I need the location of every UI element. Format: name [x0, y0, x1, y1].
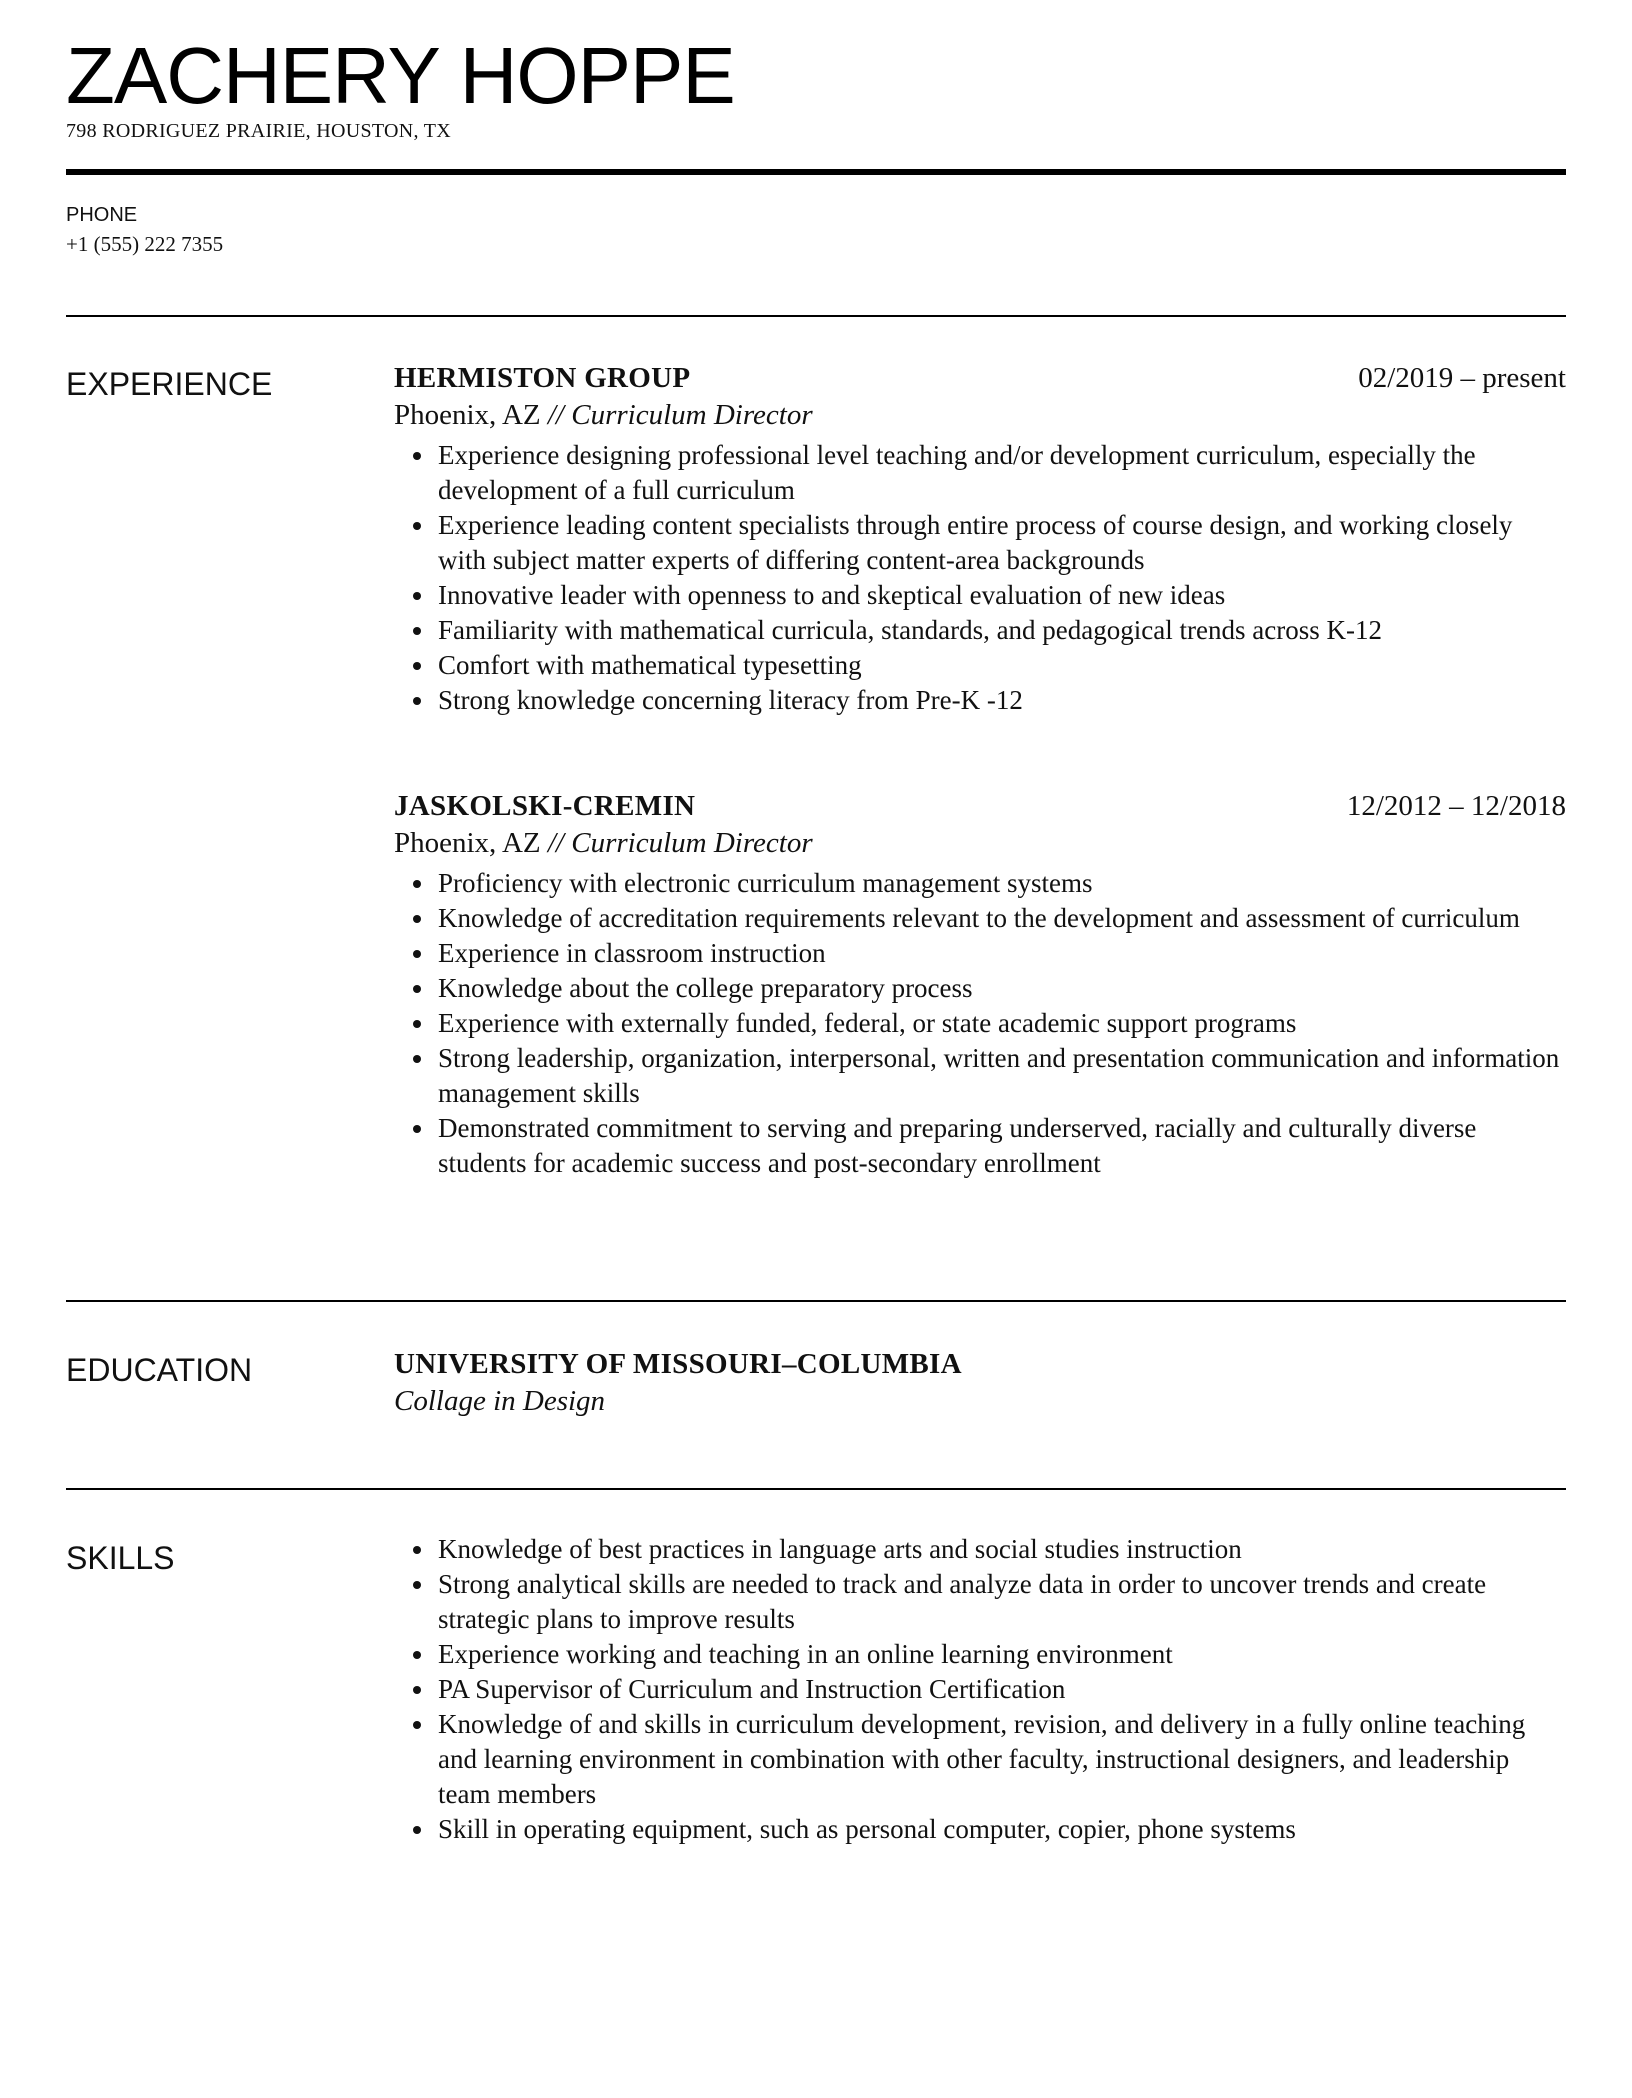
job-subtitle — [394, 399, 1566, 432]
job-role: Curriculum Director — [571, 827, 813, 859]
job-separator: // — [540, 827, 572, 859]
degree — [394, 1385, 1566, 1418]
list-item: • Experience working and teaching in an online learning environment — [436, 1637, 1566, 1672]
list-item: • Innovative leader with openness to and skeptical evaluation of new ideas — [436, 578, 1566, 613]
education-entry — [394, 1348, 1566, 1418]
list-item: • Proficiency with electronic curriculum management systems — [436, 866, 1566, 901]
job-location: Phoenix, AZ — [394, 827, 541, 859]
company-name: HERMISTON GROUP — [394, 362, 691, 394]
job-entry — [394, 790, 1566, 1181]
job-subtitle — [394, 827, 1566, 860]
company-name: JASKOLSKI-CREMIN — [394, 790, 696, 822]
list-item: • Strong leadership, organization, interpersonal, written and presentation communication and information management skills — [436, 1041, 1566, 1111]
experience-section-title: EXPERIENCE — [66, 366, 273, 402]
education-divider — [66, 1488, 1566, 1490]
skills-list — [394, 1532, 1566, 1847]
experience-divider — [66, 1300, 1566, 1302]
list-item: • Experience leading content specialists through entire process of course design, and working closely with subject matter experts of differing content-area backgrounds — [436, 508, 1566, 578]
job-bullets — [394, 438, 1566, 718]
candidate-address: 798 RODRIGUEZ PRAIRIE, HOUSTON, TX — [66, 120, 452, 142]
job-location: Phoenix, AZ — [394, 399, 541, 431]
phone-label: PHONE — [66, 204, 138, 226]
list-item: • Strong analytical skills are needed to track and analyze data in order to uncover trends and create strategic plans to improve results — [436, 1567, 1566, 1637]
degree-name: Collage in Design — [394, 1385, 606, 1417]
header-divider — [66, 169, 1566, 175]
list-item: • PA Supervisor of Curriculum and Instruction Certification — [436, 1672, 1566, 1707]
job-bullets — [394, 866, 1566, 1181]
job-dates: 02/2019 – present — [1358, 362, 1566, 394]
education-section-title: EDUCATION — [66, 1352, 253, 1388]
skills-entry — [394, 1532, 1566, 1847]
list-item: • Demonstrated commitment to serving and preparing underserved, racially and culturally diverse students for academic success and post-secondary enrollment — [436, 1111, 1566, 1181]
job-header — [394, 362, 1566, 395]
list-item: • Experience designing professional level teaching and/or development curriculum, especially the development of a full curriculum — [436, 438, 1566, 508]
contact-divider — [66, 315, 1566, 317]
job-dates: 12/2012 – 12/2018 — [1346, 790, 1566, 822]
list-item: • Knowledge of and skills in curriculum development, revision, and delivery in a fully online teaching and learning environment in combination with other faculty, instructional designers, and leadership team members — [436, 1707, 1566, 1812]
job-header — [394, 790, 1566, 823]
list-item: • Knowledge about the college preparatory process — [436, 971, 1566, 1006]
list-item: • Knowledge of accreditation requirements relevant to the development and assessment of curriculum — [436, 901, 1566, 936]
job-role: Curriculum Director — [571, 399, 813, 431]
candidate-name: ZACHERY HOPPE — [66, 31, 735, 120]
list-item: • Familiarity with mathematical curricula, standards, and pedagogical trends across K-12 — [436, 613, 1566, 648]
school-name: UNIVERSITY OF MISSOURI–COLUMBIA — [394, 1348, 962, 1380]
skills-section-title: SKILLS — [66, 1540, 175, 1576]
list-item: • Experience with externally funded, federal, or state academic support programs — [436, 1006, 1566, 1041]
job-separator: // — [540, 399, 572, 431]
phone-number: +1 (555) 222 7355 — [66, 232, 224, 256]
list-item: • Skill in operating equipment, such as personal computer, copier, phone systems — [436, 1812, 1566, 1847]
job-entry — [394, 362, 1566, 718]
list-item: • Experience in classroom instruction — [436, 936, 1566, 971]
list-item: • Strong knowledge concerning literacy from Pre-K -12 — [436, 683, 1566, 718]
list-item: • Comfort with mathematical typesetting — [436, 648, 1566, 683]
list-item: • Knowledge of best practices in language arts and social studies instruction — [436, 1532, 1566, 1567]
